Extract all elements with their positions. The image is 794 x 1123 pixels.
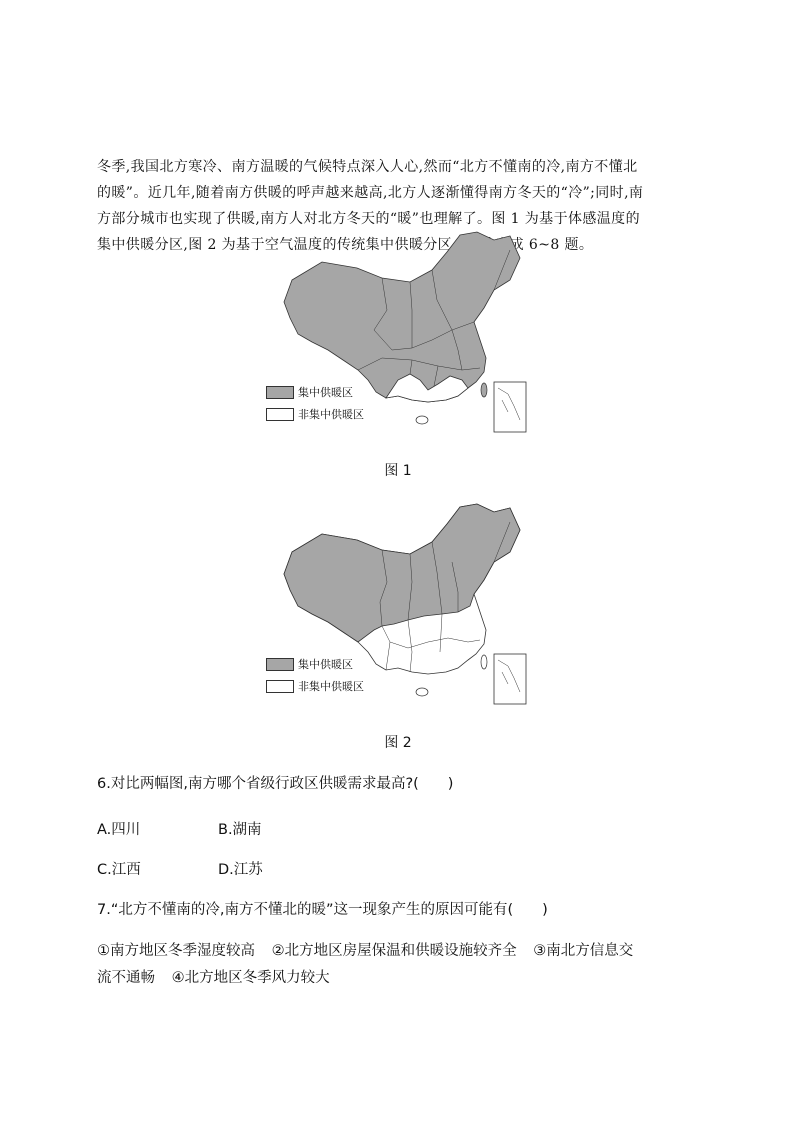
question-7-item-3-cont: 流不通畅 [97,970,155,986]
legend-swatch-heated [266,386,294,399]
legend-swatch-unheated [266,408,294,421]
legend-label-heated: 集中供暖区 [298,658,353,671]
question-6-option-c: C.江西 [97,862,141,878]
figure-1-map [262,230,537,438]
intro-line: 集中供暖分区,图 2 为基于空气温度的传统集中供暖分区。据此完成 6~8 题。 [97,237,594,253]
legend-heated [266,656,353,672]
intro-line: 的暖”。近几年,随着南方供暖的呼声越来越高,北方人逐渐懂得南方冬天的“冷”;同时,南 [97,185,644,201]
south-sea-inset [494,382,526,432]
hainan-island [416,688,428,696]
legend-label-unheated: 非集中供暖区 [298,680,364,693]
hainan-island [416,416,428,424]
question-7-item-4: ④北方地区冬季风力较大 [171,970,330,986]
question-6-option-a: A.四川 [97,822,141,838]
legend-heated [266,384,353,400]
legend-swatch-unheated [266,680,294,693]
heated-region [284,504,520,642]
legend-unheated [266,406,364,422]
legend-swatch-heated [266,658,294,671]
question-7-item-3: ③南北方信息交 [533,943,634,959]
question-6-option-d: D.江苏 [218,862,263,878]
figure-2-caption: 图 2 [384,735,412,751]
question-7-item-1: ①南方地区冬季湿度较高 [97,943,255,959]
legend-unheated [266,678,364,694]
question-7-items-line2 [97,965,697,992]
question-7-items [97,938,697,992]
question-7-item-2: ②北方地区房屋保温和供暖设施较齐全 [271,943,517,959]
intro-line: 方部分城市也实现了供暖,南方人对北方冬天的“暖”也理解了。图 1 为基于体感温度的 [97,211,640,227]
heated-region [284,232,520,402]
taiwan-island [481,383,487,397]
figure-2-map [262,502,537,710]
taiwan-island [481,655,487,669]
legend-label-heated: 集中供暖区 [298,386,353,399]
question-6-stem: 6.对比两幅图,南方哪个省级行政区供暖需求最高?( ) [97,776,454,792]
question-7-stem: 7.“北方不懂南的冷,南方不懂北的暖”这一现象产生的原因可能有( ) [97,902,548,918]
legend-label-unheated: 非集中供暖区 [298,408,364,421]
intro-line: 冬季,我国北方寒冷、南方温暖的气候特点深入人心,然而“北方不懂南的冷,南方不懂北 [97,159,638,175]
question-6-option-b: B.湖南 [218,822,262,838]
south-sea-inset [494,654,526,704]
figure-1-caption: 图 1 [384,463,412,479]
question-7-items-line1 [97,938,697,965]
